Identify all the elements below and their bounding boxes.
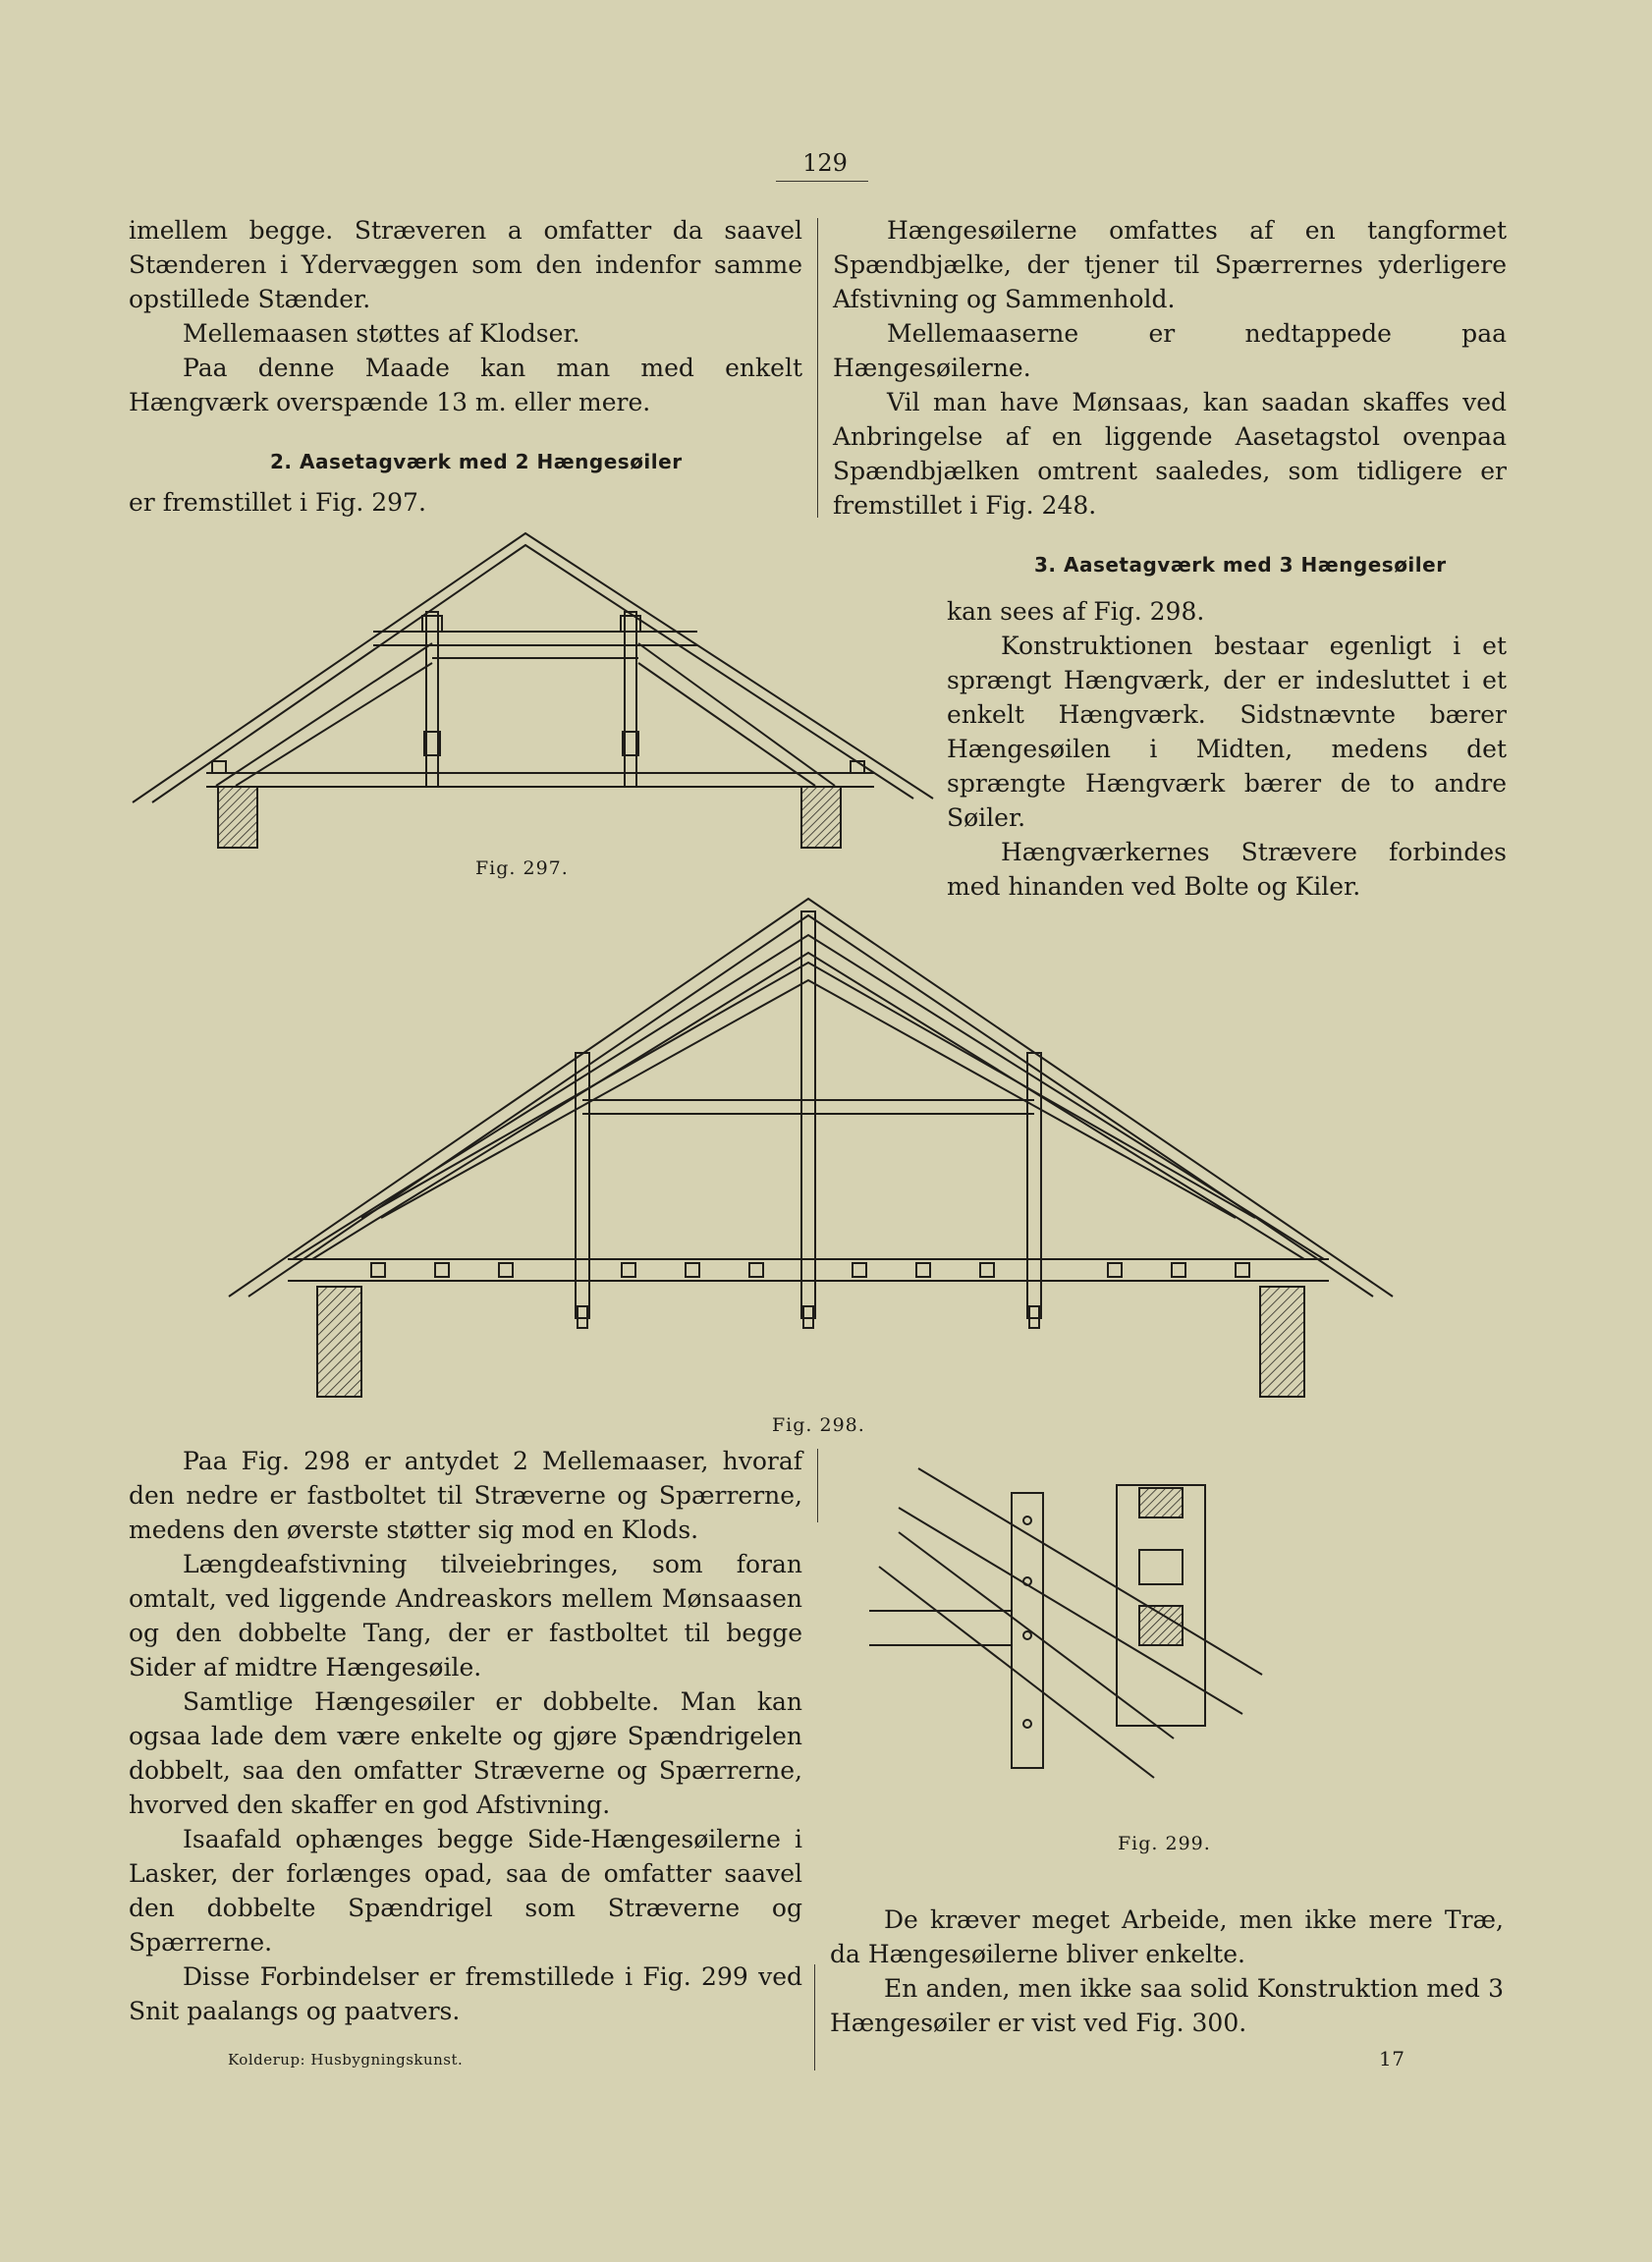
paragraph: Hængesøilerne omfattes af en tangformet Spændbjælke, der tjener til Spærrernes yderligere Afstivning og Sammenhold. — [833, 216, 1507, 313]
header-rule — [776, 181, 868, 182]
paragraph: De kræver meget Arbeide, men ikke mere Træ, da Hængesøilerne bliver enkelte. — [830, 1905, 1504, 1968]
column-divider-top — [817, 218, 818, 518]
paragraph: Disse Forbindelser er fremstillede i Fig. 299 ved Snit paalangs og paatvers. — [129, 1962, 802, 2025]
paragraph: imellem begge. Stræveren a omfatter da saavel Stænderen i Ydervæggen som den indenfor samme opstillede Stænder. — [129, 216, 802, 313]
section-heading-2: 2. Aasetagværk med 2 Hængesøiler — [270, 450, 683, 473]
paragraph: Mellemaasen støttes af Klodser. — [183, 319, 580, 348]
paragraph: Længdeafstivning tilveiebringes, som foran omtalt, ved liggende Andreaskors mellem Mønsaasen og den dobbelte Tang, der er fastboltet til begge Sider af midtre Hængesøile. — [129, 1550, 802, 1682]
paragraph: Konstruktionen bestaar egenligt i et sprængt Hængværk, der er indesluttet i et enkelt Hængværk. Sidstnævnte bærer Hængesøilen i Midten, medens det sprængte Hængværk bærer de to andre Søiler. — [947, 632, 1507, 832]
left-top-after-heading — [129, 485, 718, 520]
fig-298-truss-drawing — [224, 894, 1403, 1405]
column-divider-footer — [814, 1964, 815, 2070]
paragraph: kan sees af Fig. 298. — [947, 597, 1205, 626]
page-number: 129 — [802, 149, 848, 177]
paragraph: Isaafald ophænges begge Side-Hængesøilerne i Lasker, der forlænges opad, saa de omfatter saavel den dobbelte Spændrigel som Stræverne og Spærrerne. — [129, 1825, 802, 1957]
paragraph: En anden, men ikke saa solid Konstruktion med 3 Hængesøiler er vist ved Fig. 300. — [830, 1974, 1504, 2037]
paragraph: Hængværkernes Strævere forbindes med hinanden ved Bolte og Kiler. — [947, 838, 1507, 901]
fig-297-caption: Fig. 297. — [475, 857, 569, 879]
right-top-text — [833, 213, 1507, 523]
paragraph: Paa Fig. 298 er antydet 2 Mellemaaser, hvoraf den nedre er fastboltet til Stræverne og Spærrerne, medens den øverste støtter sig mod en Klods. — [129, 1447, 802, 1544]
fig-298-caption: Fig. 298. — [772, 1414, 865, 1436]
signature-mark: 17 — [1379, 2047, 1405, 2070]
section-heading-3: 3. Aasetagværk med 3 Hængesøiler — [1034, 553, 1447, 577]
footer-note: Kolderup: Husbygningskunst. — [228, 2051, 464, 2069]
fig-299-caption: Fig. 299. — [1118, 1833, 1211, 1854]
paragraph: Mellemaaserne er nedtappede paa Hængesøilerne. — [833, 319, 1507, 382]
left-top-text — [129, 213, 802, 419]
right-bottom-text — [830, 1903, 1504, 2040]
paragraph: Samtlige Hængesøiler er dobbelte. Man kan ogsaa lade dem være enkelte og gjøre Spændrigelen dobbelt, saa den omfatter Stræverne og Spærrerne, hvorved den skaffer en god Afstivning. — [129, 1687, 802, 1819]
left-bottom-text — [129, 1444, 802, 2028]
fig-299-connection-detail — [859, 1444, 1449, 1837]
paragraph: er fremstillet i Fig. 297. — [129, 488, 426, 517]
fig-297-truss-drawing — [128, 525, 943, 855]
paragraph: Paa denne Maade kan man med enkelt Hængværk overspænde 13 m. eller mere. — [129, 354, 802, 416]
paragraph: Vil man have Mønsaas, kan saadan skaffes ved Anbringelse af en liggende Aasetagstol ovenpaa Spændbjælken omtrent saaledes, som tidligere er fremstillet i Fig. 248. — [833, 388, 1507, 520]
section3-text — [947, 594, 1507, 904]
column-divider-bottom — [817, 1449, 818, 1522]
